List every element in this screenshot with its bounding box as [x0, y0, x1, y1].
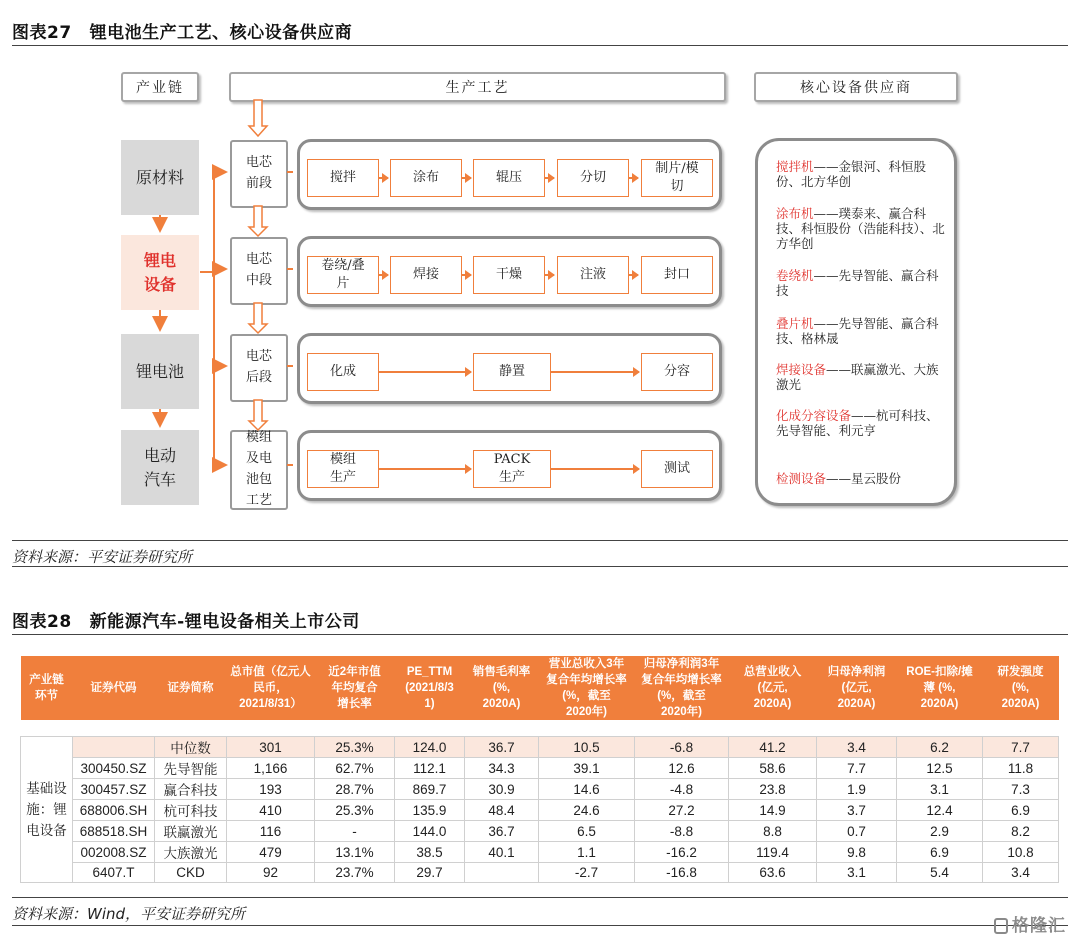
supplier-entry: 叠片机——先导智能、赢合科技、格林晟	[776, 316, 939, 346]
arrow	[379, 468, 471, 470]
table-cell: 14.6	[539, 779, 635, 800]
watermark-logo-icon	[994, 918, 1008, 934]
process-group-middle	[297, 236, 722, 307]
table-cell: 6407.T	[73, 863, 155, 883]
fig28-source-rule-bottom	[12, 925, 1068, 926]
step-sealing: 封口	[641, 256, 713, 294]
median-cell: 中位数	[155, 737, 227, 758]
column-header: 产业链 环节	[21, 656, 73, 720]
table-cell: 116	[227, 821, 315, 842]
table-cell: 8.8	[729, 821, 817, 842]
column-header: 研发强度 (%, 2020A)	[983, 656, 1059, 720]
supplier-entry: 焊接设备——联赢激光、大族激光	[776, 362, 939, 392]
arrow	[545, 177, 554, 179]
step-module-production: 模组 生产	[307, 450, 379, 488]
median-row	[21, 737, 1059, 758]
table-cell: 193	[227, 779, 315, 800]
arrow	[379, 371, 471, 373]
table-cell: 12.5	[897, 758, 983, 779]
table-cell: 002008.SZ	[73, 842, 155, 863]
table-cell: 11.8	[983, 758, 1059, 779]
table-cell	[465, 863, 539, 883]
table-row	[21, 779, 1059, 800]
median-cell: 41.2	[729, 737, 817, 758]
empty-cell	[817, 720, 897, 737]
header-chain: 产业链	[121, 72, 199, 102]
column-header: ROE-扣除/摊 薄 (%, 2020A)	[897, 656, 983, 720]
supplier-entry: 卷绕机——先导智能、赢合科技	[776, 268, 939, 298]
empty-cell	[729, 720, 817, 737]
process-group-module-pack	[297, 430, 722, 501]
fig27-number: 图表27	[12, 23, 72, 43]
table-cell: 赢合科技	[155, 779, 227, 800]
table-cell: 大族激光	[155, 842, 227, 863]
table-cell: 1,166	[227, 758, 315, 779]
table-cell: 25.3%	[315, 800, 395, 821]
table-cell: 9.8	[817, 842, 897, 863]
table-cell: 112.1	[395, 758, 465, 779]
process-group-back	[297, 333, 722, 404]
table-cell: -4.8	[635, 779, 729, 800]
fig28-title-text: 新能源汽车-锂电设备相关上市公司	[89, 612, 360, 632]
arrow	[379, 177, 388, 179]
fig27-source-rule-top	[12, 540, 1068, 541]
column-header: 归母净利润 (亿元, 2020A)	[817, 656, 897, 720]
chain-battery-equipment: 锂电 设备	[121, 235, 199, 310]
column-header: 证券简称	[155, 656, 227, 720]
table-cell: 119.4	[729, 842, 817, 863]
watermark: 格隆汇	[994, 911, 1066, 936]
table-cell: 23.7%	[315, 863, 395, 883]
median-cell: 301	[227, 737, 315, 758]
column-header: 近2年市值 年均复合 增长率	[315, 656, 395, 720]
column-header: 营业总收入3年 复合年均增长率 (%，截至 2020年)	[539, 656, 635, 720]
table-row	[21, 800, 1059, 821]
table-cell: 6.9	[897, 842, 983, 863]
fig28-source: 资料来源：Wind，平安证券研究所	[12, 905, 246, 923]
step-grading: 分容	[641, 353, 713, 391]
column-header: 总营业收入 (亿元, 2020A)	[729, 656, 817, 720]
median-cell	[73, 737, 155, 758]
column-header: 总市值（亿元人 民币， 2021/8/31）	[227, 656, 315, 720]
empty-cell	[227, 720, 315, 737]
table-cell: 12.6	[635, 758, 729, 779]
arrow	[545, 274, 554, 276]
table-cell: 0.7	[817, 821, 897, 842]
step-pack-production: PACK 生产	[473, 450, 551, 488]
table-cell: 5.4	[897, 863, 983, 883]
table-cell: 40.1	[465, 842, 539, 863]
table-cell: 58.6	[729, 758, 817, 779]
segment-cell: 基础设 施：锂 电设备	[21, 737, 73, 883]
arrow	[462, 274, 471, 276]
table-cell: 联赢激光	[155, 821, 227, 842]
fig28-source-rule-top	[12, 897, 1068, 898]
supplier-entry: 搅拌机——金银河、科恒股份、北方华创	[776, 159, 927, 189]
table-cell: 3.1	[817, 863, 897, 883]
table-spacer-row	[21, 720, 1059, 737]
table-cell: 869.7	[395, 779, 465, 800]
chain-battery: 锂电池	[121, 334, 199, 409]
empty-cell	[315, 720, 395, 737]
table-cell: 3.4	[983, 863, 1059, 883]
table-cell: 62.7%	[315, 758, 395, 779]
table-cell: 144.0	[395, 821, 465, 842]
table-cell: 杭可科技	[155, 800, 227, 821]
table-cell: 12.4	[897, 800, 983, 821]
supplier-panel	[755, 138, 957, 506]
arrow	[462, 177, 471, 179]
empty-cell	[21, 720, 73, 737]
table-cell: 34.3	[465, 758, 539, 779]
arrow	[551, 468, 639, 470]
median-cell: 10.5	[539, 737, 635, 758]
table-header-row	[21, 656, 1059, 720]
fig27-source: 资料来源：平安证券研究所	[12, 548, 193, 566]
table-cell: -8.8	[635, 821, 729, 842]
empty-cell	[73, 720, 155, 737]
table-cell: 2.9	[897, 821, 983, 842]
table-cell: 13.1%	[315, 842, 395, 863]
table-cell: 410	[227, 800, 315, 821]
chain-raw-materials: 原材料	[121, 140, 199, 215]
table-row	[21, 758, 1059, 779]
column-header: 归母净利润3年 复合年均增长率 (%，截至 2020年)	[635, 656, 729, 720]
step-formation: 化成	[307, 353, 379, 391]
table-cell: 63.6	[729, 863, 817, 883]
column-header: PE_TTM (2021/8/3 1)	[395, 656, 465, 720]
table-cell: 1.9	[817, 779, 897, 800]
table-cell: 3.7	[817, 800, 897, 821]
fig28-number: 图表28	[12, 612, 72, 632]
step-mixing: 搅拌	[307, 159, 379, 197]
step-slitting: 分切	[557, 159, 629, 197]
table-cell: 28.7%	[315, 779, 395, 800]
table-row	[21, 842, 1059, 863]
step-winding-stacking: 卷绕/叠 片	[307, 256, 379, 294]
table-cell: 7.3	[983, 779, 1059, 800]
table-cell: 30.9	[465, 779, 539, 800]
table-cell: 1.1	[539, 842, 635, 863]
table-row	[21, 821, 1059, 842]
stage-middle: 电芯 中段	[230, 237, 288, 305]
table-cell: 6.5	[539, 821, 635, 842]
arrow	[379, 274, 388, 276]
table-cell: -16.2	[635, 842, 729, 863]
empty-cell	[983, 720, 1059, 737]
fig28-title	[12, 607, 360, 632]
empty-cell	[635, 720, 729, 737]
fig27-title-text: 锂电池生产工艺、核心设备供应商	[89, 23, 353, 43]
step-rolling: 辊压	[473, 159, 545, 197]
step-welding: 焊接	[390, 256, 462, 294]
table-cell: 先导智能	[155, 758, 227, 779]
table-cell: 8.2	[983, 821, 1059, 842]
table-cell: 688518.SH	[73, 821, 155, 842]
median-cell: 124.0	[395, 737, 465, 758]
table-cell: 23.8	[729, 779, 817, 800]
empty-cell	[897, 720, 983, 737]
table-cell: 36.7	[465, 821, 539, 842]
median-cell: 3.4	[817, 737, 897, 758]
table-cell: 48.4	[465, 800, 539, 821]
supplier-entry: 检测设备——星云股份	[776, 471, 902, 486]
table-cell: 14.9	[729, 800, 817, 821]
table-cell: 688006.SH	[73, 800, 155, 821]
table-cell: 10.8	[983, 842, 1059, 863]
median-cell: 6.2	[897, 737, 983, 758]
table-cell: 135.9	[395, 800, 465, 821]
empty-cell	[539, 720, 635, 737]
median-cell: 36.7	[465, 737, 539, 758]
empty-cell	[395, 720, 465, 737]
column-header: 证券代码	[73, 656, 155, 720]
table-cell: 3.1	[897, 779, 983, 800]
median-cell: 25.3%	[315, 737, 395, 758]
arrow	[629, 274, 638, 276]
table-cell: 39.1	[539, 758, 635, 779]
process-group-front	[297, 139, 722, 210]
fig28-top-rule	[12, 634, 1068, 635]
table-cell: -	[315, 821, 395, 842]
step-coating: 涂布	[390, 159, 462, 197]
step-testing: 测试	[641, 450, 713, 488]
step-drying: 干燥	[473, 256, 545, 294]
table-cell: 92	[227, 863, 315, 883]
table-cell: 300450.SZ	[73, 758, 155, 779]
table-cell: 38.5	[395, 842, 465, 863]
step-aging: 静置	[473, 353, 551, 391]
table-cell: -2.7	[539, 863, 635, 883]
table-cell: 300457.SZ	[73, 779, 155, 800]
fig27-source-rule-bottom	[12, 566, 1068, 567]
supplier-entry: 涂布机——璞泰来、赢合科技、科恒股份（浩能科技）、北方华创	[776, 206, 945, 251]
table-cell: 24.6	[539, 800, 635, 821]
column-header: 销售毛利率 (%, 2020A)	[465, 656, 539, 720]
table-cell: -16.8	[635, 863, 729, 883]
header-suppliers: 核心设备供应商	[754, 72, 958, 102]
arrow	[551, 371, 639, 373]
table-cell: 479	[227, 842, 315, 863]
chain-ev: 电动 汽车	[121, 430, 199, 505]
step-die-cutting: 制片/模 切	[641, 159, 713, 197]
median-cell: 7.7	[983, 737, 1059, 758]
empty-cell	[155, 720, 227, 737]
stage-front: 电芯 前段	[230, 140, 288, 208]
header-process: 生产工艺	[229, 72, 726, 102]
table-row	[21, 863, 1059, 883]
stage-back: 电芯 后段	[230, 334, 288, 402]
supplier-entry: 化成分容设备——杭可科技、先导智能、利元亨	[776, 408, 939, 438]
stage-module-pack: 模组 及电 池包 工艺	[230, 430, 288, 510]
median-cell: -6.8	[635, 737, 729, 758]
step-injection: 注液	[557, 256, 629, 294]
table-cell: 7.7	[817, 758, 897, 779]
table-cell: 27.2	[635, 800, 729, 821]
company-table	[20, 656, 1059, 883]
arrow	[629, 177, 638, 179]
table-cell: 29.7	[395, 863, 465, 883]
table-cell: 6.9	[983, 800, 1059, 821]
table-cell: CKD	[155, 863, 227, 883]
empty-cell	[465, 720, 539, 737]
